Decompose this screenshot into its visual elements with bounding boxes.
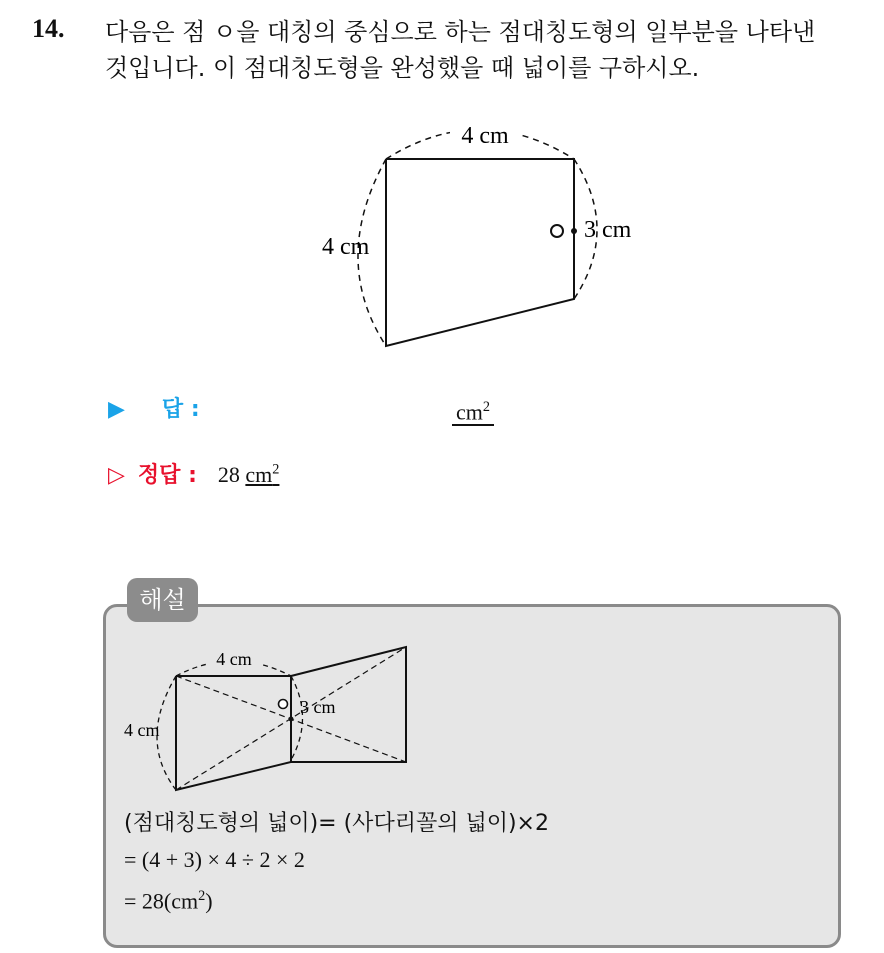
left-length-label: 4 cm: [322, 234, 370, 260]
correct-unit-text: cm: [245, 462, 273, 487]
center-circle-icon: [551, 225, 563, 237]
explanation-line-2: = (4 + 3) × 4 ÷ 2 × 2: [124, 847, 305, 872]
answer-marker-icon: ▶: [108, 397, 125, 422]
question-text: [105, 14, 865, 86]
explanation-figure: [118, 640, 418, 800]
question-line-1-part-b: 을 대칭의 중심으로 하는 점대칭도형의 일부분을 나타낸: [236, 18, 816, 46]
explanation-tag: 해설: [127, 578, 198, 622]
right-length-label: 3 cm: [584, 217, 632, 243]
exp-right-length-label: 3 cm: [300, 697, 336, 717]
correct-label: 정답 :: [137, 463, 197, 488]
explanation-line-3-a: = 28(cm: [124, 888, 199, 914]
question-line-1-part-a: 다음은 점: [105, 18, 213, 46]
exp-left-dashed-arc: [157, 676, 176, 790]
explanation-line-3-sup: 2: [198, 888, 206, 904]
exp-original-trapezoid: [176, 676, 291, 790]
correct-unit-sup: 2: [272, 461, 280, 478]
question-line-2: 것입니다. 이 점대칭도형을 완성했을 때 넓이를 구하시오.: [105, 54, 700, 82]
center-point-symbol: ㅇ: [213, 18, 237, 46]
trapezoid-outline: [386, 159, 574, 346]
correct-value-wrap: [218, 462, 280, 487]
exp-center-circle-icon: [279, 700, 288, 709]
exp-top-length-label: 4 cm: [216, 649, 252, 669]
explanation-line-1: (점대칭도형의 넓이)= (사다리꼴의 넓이)×2: [124, 811, 549, 836]
explanation-line-3: [124, 878, 549, 919]
midpoint-dot-icon: [571, 228, 577, 234]
exp-left-length-label: 4 cm: [124, 720, 160, 740]
correct-value: 28: [217, 462, 240, 487]
answer-unit-sup: 2: [482, 399, 491, 415]
correct-marker-icon: ▷: [108, 463, 125, 488]
answer-blank[interactable]: [452, 395, 494, 426]
question-line-1: [105, 14, 865, 50]
explanation-lines: [124, 806, 549, 919]
answer-label: 답 :: [161, 397, 200, 422]
answer-unit: cm: [456, 399, 483, 425]
correct-answer-row: [108, 458, 279, 489]
exp-center-dot-icon: [289, 717, 294, 722]
problem-figure: [300, 110, 660, 360]
question-number: 14.: [32, 14, 65, 43]
explanation-line-3-b: ): [205, 888, 213, 914]
top-length-label: 4 cm: [461, 123, 509, 149]
answer-row: [108, 392, 200, 423]
correct-unit: [245, 462, 279, 487]
